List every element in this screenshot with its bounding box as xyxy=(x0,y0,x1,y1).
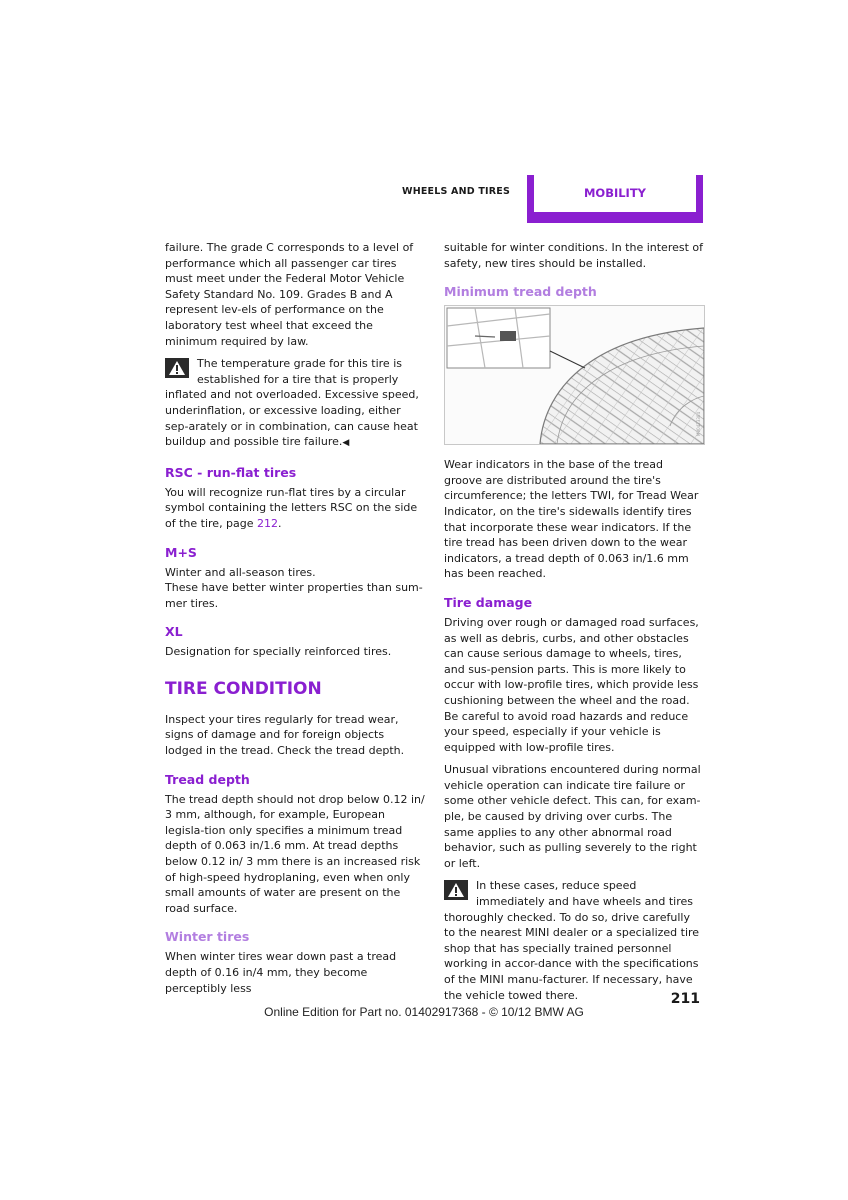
paragraph-tread: The tread depth should not drop below 0.12 in/ 3 mm, although, for example, European legisla-tion only specifies a minimum tread depth of 0.063 in/1.6 mm. At tread depths below 0.12 in/ 3 mm there is an increased risk of high-speed hydroplaning, even when only small amounts of water are present on the road surface. xyxy=(165,792,425,915)
tire-tread-illustration xyxy=(444,305,705,445)
page-link[interactable]: 212 xyxy=(257,516,279,530)
paragraph-wear: Wear indicators in the base of the tread groove are distributed around the tire's circumference; the letters TWI, for Tread Wear Indicator, on the tire's sidewalls identify tires that incorporate these wear indicators. If the tire tread has been driven down to the wear indicators, a tread depth of 0.063 in/1.6 mm has been reached. xyxy=(444,458,699,581)
paragraph-winter: When winter tires wear down past a tread depth of 0.16 in/4 mm, they become perceptibly less xyxy=(165,950,397,995)
rsc-tail: . xyxy=(278,516,282,530)
paragraph-condition: Inspect your tires regularly for tread wear, signs of damage and for foreign objects lodged in the tread. Check the tread depth. xyxy=(165,712,405,758)
chapter-title: MOBILITY xyxy=(534,175,696,212)
paragraph: failure. The grade C corresponds to a level of performance which all passenger car tires must meet under the Federal Motor Vehicle Safety Standard No. 109. Grades B and A represent lev-els of performance on the laboratory test wheel that exceed the minimum required by law. xyxy=(165,241,414,348)
ms-line-1: Winter and all-season tires. xyxy=(165,565,316,579)
heading-rsc: RSC - run-flat tires xyxy=(165,464,297,480)
warning-triangle-icon xyxy=(165,358,189,378)
right-column xyxy=(444,240,704,1010)
left-column xyxy=(165,240,425,1003)
heading-minimum-tread: Minimum tread depth xyxy=(444,284,597,300)
heading-xl: XL xyxy=(165,624,183,640)
heading-ms: M+S xyxy=(165,544,197,560)
paragraph-xl: Designation for specially reinforced tires. xyxy=(165,645,392,659)
ms-line-2: These have better winter properties than sum-mer tires. xyxy=(165,581,423,610)
heading-winter-tires: Winter tires xyxy=(165,929,250,945)
paragraph-ms xyxy=(165,565,425,612)
footer: Online Edition for Part no. 01402917368 - © 10/12 BMW AG xyxy=(264,1005,584,1019)
heading-tire-condition: TIRE CONDITION xyxy=(165,678,322,699)
paragraph-rsc xyxy=(165,485,425,532)
end-mark: ◀ xyxy=(342,438,350,449)
warning-block xyxy=(444,878,704,1003)
warning-text: In these cases, reduce speed immediately and have wheels and tires thoroughly checked. To do so, drive carefully to the nearest MINI dealer or a specialized tire shop that has specially trained personnel working in accor-dance with the specifications of the MINI manu-facturer. If necessary, have the vehicle towed there. xyxy=(444,879,700,1002)
svg-text:MV0423304: MV0423304 xyxy=(696,412,701,437)
heading-tread-depth: Tread depth xyxy=(165,771,250,787)
paragraph: suitable for winter conditions. In the interest of safety, new tires should be installed. xyxy=(444,241,704,270)
paragraph-damage: Driving over rough or damaged road surfaces, as well as debris, curbs, and other obstacles can cause serious damage to wheels, tires, and sus-pension parts. This is more likely to occur with low-profile tires, which provide less cushioning between the wheel and the road. Be careful to avoid road hazards and reduce your speed, especially if your vehicle is equipped with low-profile tires. xyxy=(444,615,699,754)
heading-tire-damage: Tire damage xyxy=(444,594,533,610)
paragraph-vibration: Unusual vibrations encountered during normal vehicle operation can indicate tire failure or some other vehicle defect. This can, for exam-ple, be caused by driving over curbs. The same applies to any other abnormal road behavior, such as pulling severely to the right or left. xyxy=(444,763,701,870)
warning-triangle-icon xyxy=(444,880,468,900)
warning-text: The temperature grade for this tire is established for a tire that is properly inflated and not overloaded. Excessive speed, underinflation, or excessive loading, either sep-arately or in combination, can cause heat buildup and possible tire failure. xyxy=(165,357,419,449)
chapter-tab xyxy=(527,175,703,223)
section-label: WHEELS AND TIRES xyxy=(402,186,510,197)
page-number: 211 xyxy=(670,991,700,1007)
warning-block xyxy=(165,356,425,452)
rsc-text: You will recognize run-flat tires by a circular symbol containing the letters RSC on the side of the tire, page xyxy=(165,485,418,530)
